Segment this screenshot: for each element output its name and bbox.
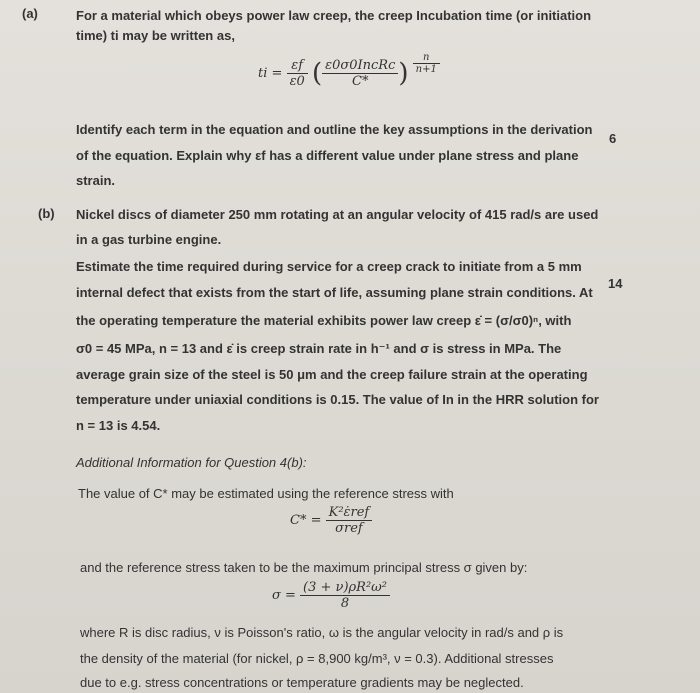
part-b-label: (b): [38, 206, 55, 221]
part-a-marks: 6: [609, 131, 617, 146]
part-a-line-3: Identify each term in the equation and outline the key assumptions in the derivation: [76, 122, 593, 137]
eq-inner-den: C*: [352, 74, 369, 89]
where-line-1: where R is disc radius, ν is Poisson's ratio, ω is the angular velocity in rad/s and ρ is: [80, 625, 564, 640]
eq-power: [413, 52, 440, 75]
stress-equation: [272, 580, 390, 611]
stress-den: 8: [340, 596, 350, 611]
eq-inner-num: ε0σ0IncRc: [322, 58, 398, 74]
stress-lhs: σ =: [272, 588, 296, 603]
part-b-line-4: internal defect that exists from the start of life, assuming plane strain conditions. At: [76, 285, 593, 300]
part-a-line-5: strain.: [76, 173, 116, 188]
part-b-line-3: Estimate the time required during service for a creep crack to initiate from a 5 mm: [76, 259, 582, 274]
stress-num: (3 + ν)ρR²ω²: [300, 580, 390, 596]
cstar-equation: [290, 505, 372, 536]
part-a-line-2: time) ti may be written as,: [76, 28, 235, 43]
part-b-line-8: temperature under uniaxial conditions is 0.15. The value of In in the HRR solution for: [76, 392, 599, 407]
stress-intro: and the reference stress taken to be the maximum principal stress σ given by:: [80, 560, 528, 575]
cstar-den: σref: [335, 521, 363, 536]
stress-fraction: [300, 580, 390, 611]
eq-coefficient: [287, 58, 308, 89]
part-a-line-4: of the equation. Explain why εf has a different value under plane stress and plane: [76, 148, 579, 163]
cstar-fraction: [326, 505, 373, 536]
part-b-marks: 14: [608, 276, 623, 291]
part-a-label: (a): [22, 6, 38, 21]
eq-coef-den: ε0: [289, 74, 305, 89]
part-b-line-2: in a gas turbine engine.: [76, 232, 222, 247]
additional-heading: Additional Information for Question 4(b):: [76, 455, 307, 470]
part-b-line-6: σ0 = 45 MPa, n = 13 and ε̇ is creep strain rate in h⁻¹ and σ is stress in MPa. The: [76, 341, 562, 356]
part-b-line-5: the operating temperature the material exhibits power law creep ε̇ = (σ/σ0)ⁿ, with: [76, 313, 572, 328]
part-b-line-9: n = 13 is 4.54.: [76, 418, 161, 433]
cstar-num: K²ε̇ref: [326, 505, 373, 521]
eq-lhs: ti: [258, 66, 268, 81]
part-b-line-1: Nickel discs of diameter 250 mm rotating at an angular velocity of 415 rad/s are used: [76, 207, 599, 222]
cstar-intro: The value of C* may be estimated using the reference stress with: [78, 486, 454, 501]
eq-coef-num: εf: [287, 58, 308, 74]
cstar-lhs: C* =: [290, 513, 322, 528]
where-line-3: due to e.g. stress concentrations or temperature gradients may be neglected.: [80, 675, 524, 690]
eq-power-den: n+1: [415, 64, 437, 75]
where-line-2: the density of the material (for nickel, ρ = 8,900 kg/m³, ν = 0.3). Additional stresses: [80, 651, 554, 666]
eq-equals: =: [271, 66, 283, 81]
creep-incubation-equation: ti = $\frac{\varepsilon f}{\varepsilon 0}$ ( $\frac{\text{ε0σ0IncRc}}{C*}$ ) $\frac{n}{n+1}$: [258, 58, 440, 89]
eq-power-num: n: [413, 52, 440, 64]
part-b-line-7: average grain size of the steel is 50 μm and the creep failure strain at the operating: [76, 367, 588, 382]
eq-inner: [322, 58, 398, 89]
part-a-line-1: For a material which obeys power law creep, the creep Incubation time (or initiation: [76, 8, 592, 23]
